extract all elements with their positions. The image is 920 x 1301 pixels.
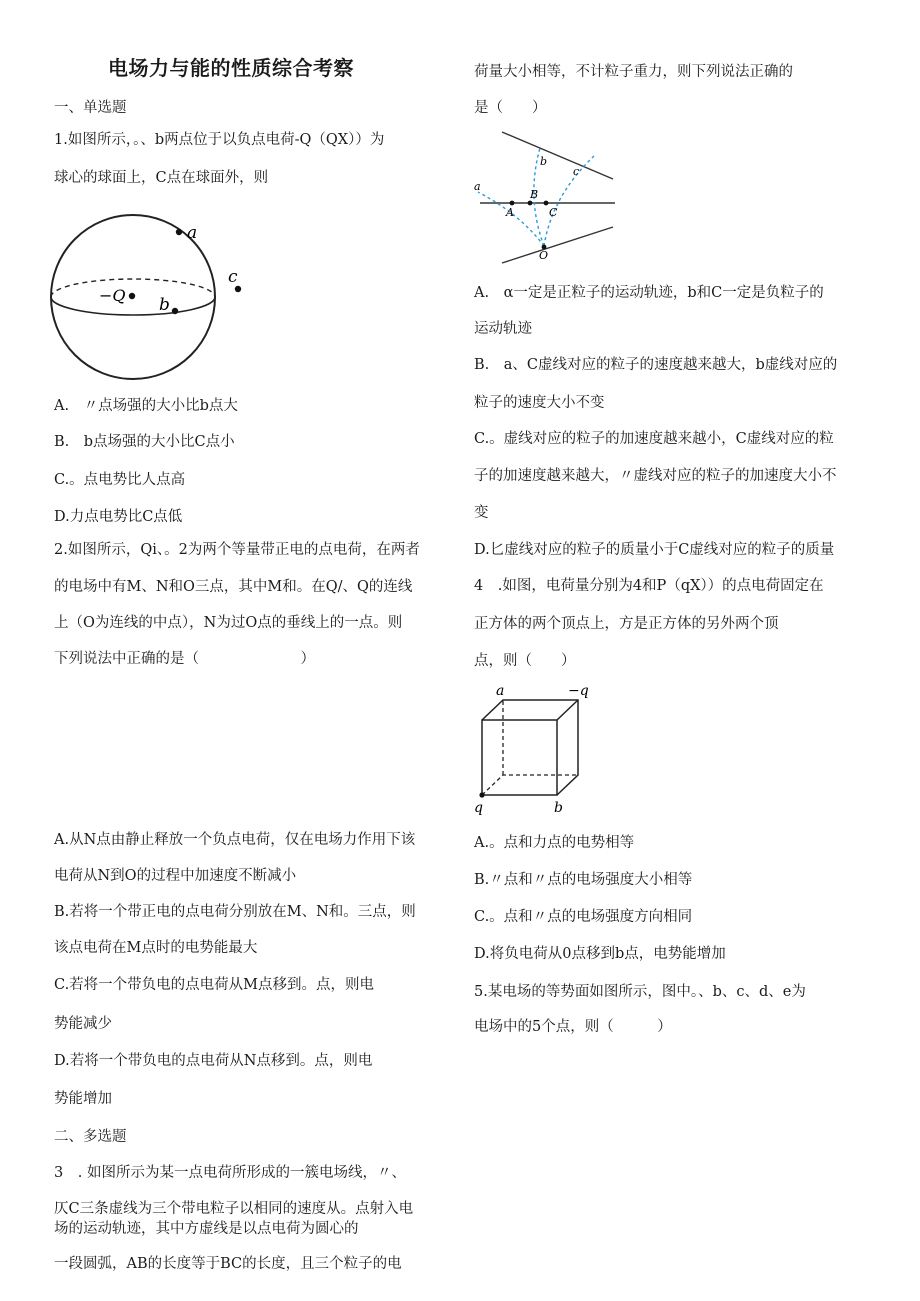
point-b-dot [172,308,178,314]
q2-stem-line: 上（O为连线的中点），N为过O点的垂线上的一点。则 [54,615,403,631]
q2-stem-line: 2.如图所示，Qi、。2为两个等量带正电的点电荷，在两者 [54,542,420,558]
q2-option-b-line: B.若将一个带正电的点电荷分别放在M、N和。三点，则 [54,904,416,920]
q1-option-b: B. b点场强的大小比C点小 [54,434,235,450]
q2-option-a-line: A.从N点由静止释放一个负点电荷，仅在电场力作用下该 [54,832,416,848]
q4-cube-figure [466,680,596,820]
q2-option-b-line: 该点电荷在M点时的电势能最大 [54,940,258,956]
q2-option-c-line: 势能减少 [54,1016,112,1032]
q4-stem-line: 正方体的两个顶点上，方是正方体的另外两个顶 [474,616,779,632]
q3-option-a-line: 运动轨迹 [474,321,532,337]
field-line-top [502,132,613,179]
q2-option-a-line: 电荷从N到O的过程中加速度不断减小 [54,868,297,884]
label-C: C [549,206,558,219]
q4-option-c: C.。点和〃点的电场强度方向相同 [474,909,693,925]
label-b: b [159,295,170,315]
q3-option-a-line: A. α一定是正粒子的运动轨迹，b和C一定是负粒子的 [474,285,824,301]
point-B-dot [528,201,533,206]
label-A: A [506,206,514,219]
q2-option-d-line: D.若将一个带负电的点电荷从N点移到。点，则电 [54,1053,373,1069]
label-Q: −Q [99,286,126,305]
q4-option-d: D.将负电荷从0点移到b点，电势能增加 [474,946,726,962]
q4-stem-line: 4 .如图，电荷量分别为4和P（qX））的点电荷固定在 [474,578,824,594]
point-a-dot [176,229,182,235]
q2-option-c-line: C.若将一个带负电的点电荷从M点移到。点，则电 [54,977,375,993]
label-b: b [540,155,548,168]
charge-q-dot [479,792,484,797]
q3-stem-line: 仄C三条虚线为三个带电粒子以相同的速度从。点射入电 [54,1201,414,1217]
q3-option-d: D.匕虚线对应的粒子的质量小于C虚线对应的粒子的质量 [474,542,835,558]
q5-stem-line: 5.某电场的等势面如图所示，图中。、b、c、d、e为 [474,984,806,1000]
q2-stem-line: 的电场中有M、N和O三点，其中M和。在Q/、Q的连线 [54,579,413,595]
q3-option-c-line: 变 [474,505,489,521]
q4-stem-line: 点，则（ ） [474,653,576,669]
q4-option-a: A.。点和力点的电势相等 [474,835,635,851]
label-a: a [474,180,481,193]
label-O: O [539,249,549,262]
q3-option-c-line: 子的加速度越来越大，〃虚线对应的粒子的加速度大小不 [474,468,837,484]
section-heading-multi: 二、多选题 [54,1129,127,1145]
q1-option-a: A. 〃点场强的大小比b点大 [54,398,238,414]
label-a: a [496,683,505,699]
label-c: c [573,165,580,178]
label-a: a [187,223,198,243]
page-title: 电场力与能的性质综合考察 [108,56,354,80]
q3-stem-line: 一段圆弧，AB的长度等于BC的长度，且三个粒子的电 [54,1256,402,1272]
q3-stem-line: 是（ ） [474,100,547,116]
q3-stem-line: 场的运动轨迹，其中方虚线是以点电荷为圆心的 [54,1221,359,1237]
label-neg-q: −q [568,683,589,699]
q4-option-b: B.〃点和〃点的电场强度大小相等 [474,872,693,888]
sphere-equator-front [51,297,215,315]
trajectory-c [544,156,594,246]
q3-stem-line: 荷量大小相等，不计粒子重力，则下列说法正确的 [474,64,793,80]
field-line-bottom [502,227,613,263]
q1-stem-line: 球心的球面上，C点在球面外，则 [54,170,269,186]
q3-field-lines-figure [470,126,620,264]
q2-option-d-line: 势能增加 [54,1091,112,1107]
q1-option-c: C.。点电势比人点高 [54,472,186,488]
label-q: q [474,800,483,816]
point-C-dot [544,201,549,206]
cube-edge [557,700,578,720]
point-A-dot [510,201,515,206]
q3-option-c-line: C.。虚线对应的粒子的加速度越来越小，C虚线对应的粒 [474,431,834,447]
charge-Q-dot [129,293,135,299]
q1-stem-line: 1.如图所示，。、b两点位于以负点电荷-Q（QX））为 [54,132,385,148]
label-c: c [228,267,238,287]
q5-stem-line: 电场中的5个点，则（ ） [474,1019,672,1035]
q1-sphere-figure [40,210,260,400]
q3-option-b-line: 粒子的速度大小不变 [474,395,605,411]
q2-stem-line: 下列说法中正确的是（ ） [54,651,315,667]
q1-option-d: D.力点电势比C点低 [54,509,183,525]
section-heading-single: 一、单选题 [54,100,127,116]
q3-option-b-line: B. a、C虚线对应的粒子的速度越来越大，b虚线对应的 [474,357,838,373]
q3-stem-line: 3 . 如图所示为某一点电荷所形成的一簇电场线，〃、 [54,1165,406,1181]
label-B: B [530,188,539,201]
label-b: b [554,800,563,816]
